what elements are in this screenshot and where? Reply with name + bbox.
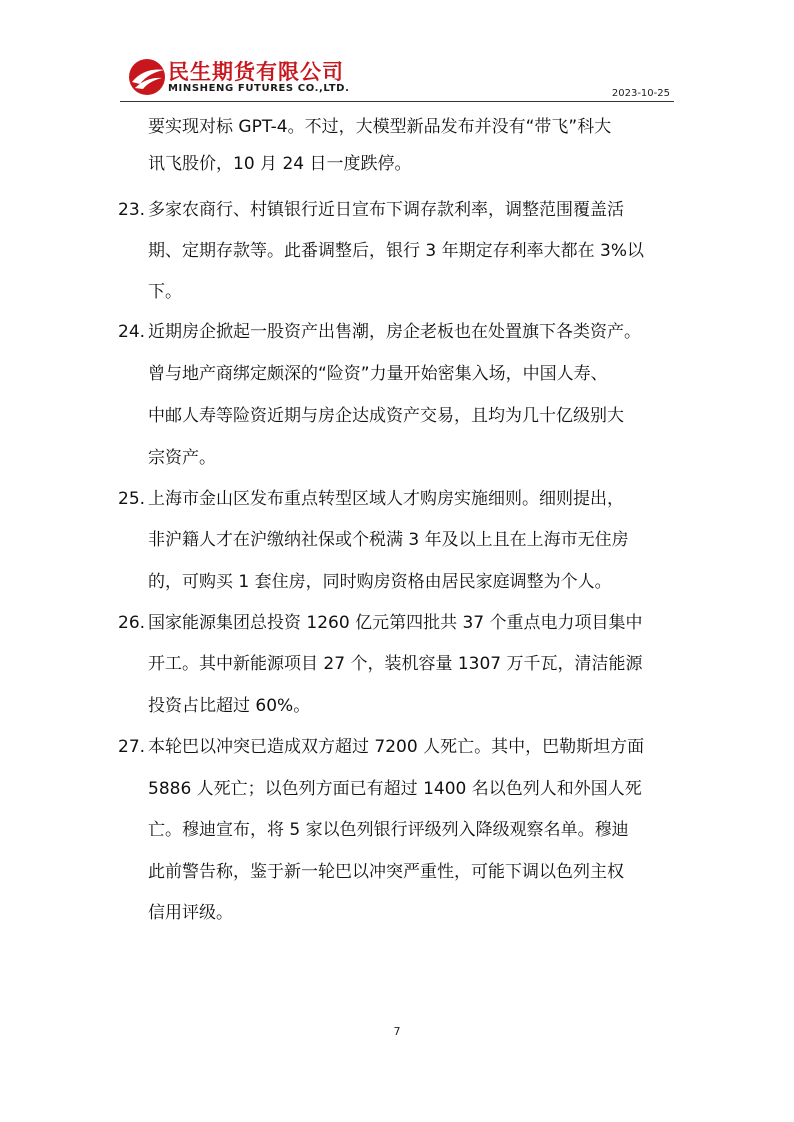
- item-number: 25.: [118, 489, 146, 509]
- company-name-en: MINSHENG FUTURES CO.,LTD.: [168, 83, 350, 94]
- item-line: 5886 人死亡；以色列方面已有超过 1400 名以色列人和外国人死: [148, 779, 642, 799]
- page-number: 7: [393, 1025, 401, 1038]
- continuation-line: 要实现对标 GPT-4。不过，大模型新品发布并没有“带飞”科大: [148, 117, 612, 137]
- item-number: 27.: [118, 737, 146, 757]
- item-line: 期、定期存款等。此番调整后，银行 3 年期定存利率大都在 3%以: [148, 241, 644, 261]
- item-number: 24.: [118, 322, 146, 342]
- item-line: 非沪籍人才在沪缴纳社保或个税满 3 年及以上且在上海市无住房: [148, 530, 629, 550]
- item-line: 本轮巴以冲突已造成双方超过 7200 人死亡。其中，巴勒斯坦方面: [148, 737, 645, 757]
- item-line: 多家农商行、村镇银行近日宣布下调存款利率，调整范围覆盖活: [148, 200, 624, 220]
- item-line: 的，可购买 1 套住房，同时购房资格由居民家庭调整为个人。: [148, 572, 612, 592]
- item-line: 上海市金山区发布重点转型区域人才购房实施细则。细则提出，: [148, 489, 624, 509]
- item-line: 开工。其中新能源项目 27 个，装机容量 1307 万千瓦，清洁能源: [148, 654, 643, 674]
- report-date: 2023-10-25: [611, 88, 670, 99]
- item-line: 投资占比超过 60%。: [148, 696, 311, 716]
- item-line: 中邮人寿等险资近期与房企达成资产交易，且均为几十亿级别大: [148, 406, 624, 426]
- item-line: 曾与地产商绑定颇深的“险资”力量开始密集入场，中国人寿、: [148, 364, 608, 384]
- item-line: 国家能源集团总投资 1260 亿元第四批共 37 个重点电力项目集中: [148, 613, 643, 633]
- item-line: 近期房企掀起一股资产出售潮，房企老板也在处置旗下各类资产。: [148, 322, 641, 342]
- item-number: 26.: [118, 613, 146, 633]
- item-number: 23.: [118, 200, 146, 220]
- company-name-cn: 民生期货有限公司: [168, 60, 344, 84]
- item-line: 信用评级。: [148, 903, 233, 923]
- item-line: 此前警告称，鉴于新一轮巴以冲突严重性，可能下调以色列主权: [148, 862, 624, 882]
- item-line: 亡。穆迪宣布，将 5 家以色列银行评级列入降级观察名单。穆迪: [148, 820, 629, 840]
- continuation-line: 讯飞股价，10 月 24 日一度跌停。: [148, 154, 412, 174]
- item-line: 宗资产。: [148, 448, 216, 468]
- item-line: 下。: [148, 282, 182, 302]
